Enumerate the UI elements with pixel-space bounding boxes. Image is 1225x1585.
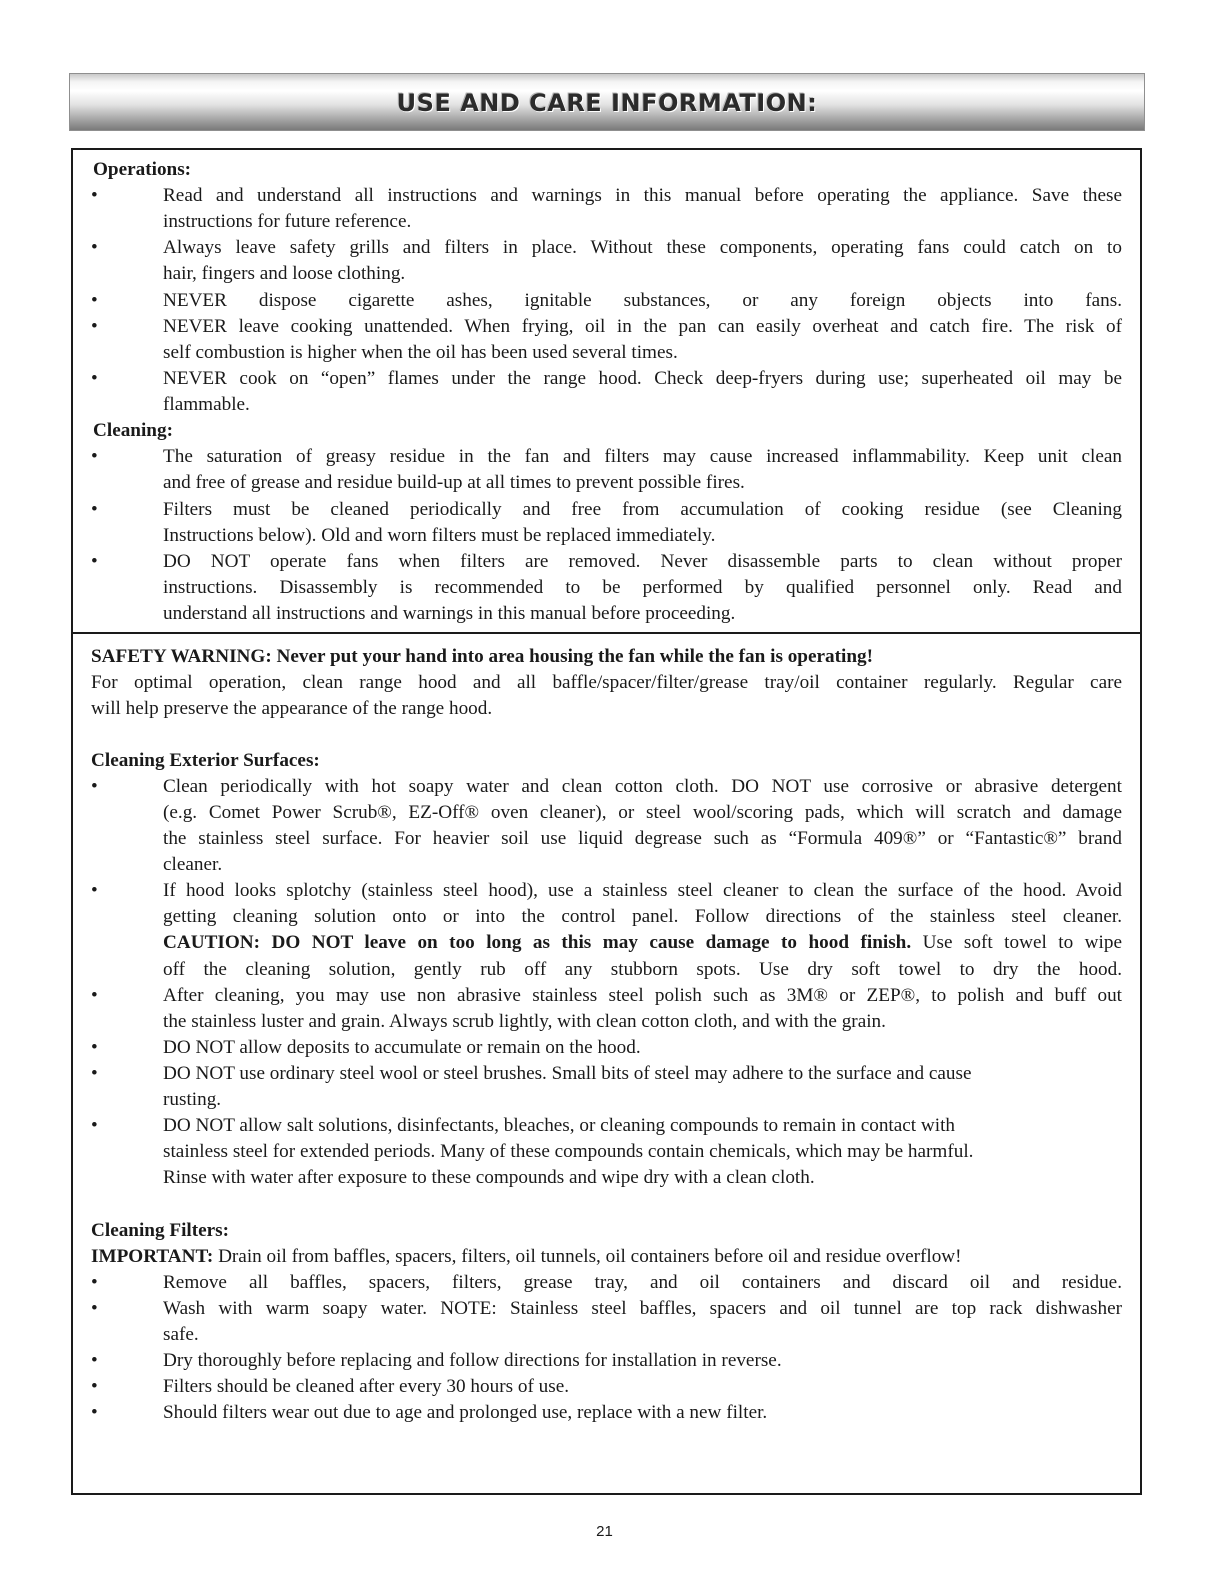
exterior-text: off the cleaning solution, gently rub off any stubborn spots. Use dry soft towel to dry the hood. [163,959,1122,980]
bullet: • [91,1115,98,1136]
operations-text: NEVER leave cooking unattended. When frying, oil in the pan can easily overheat and catch fire. The risk of [163,316,1122,337]
bullet: • [91,1350,98,1371]
operations-text: flammable. [163,394,250,415]
bullet: • [91,1063,98,1084]
exterior-text: Use soft towel to wipe [911,932,1122,953]
exterior-heading: Cleaning Exterior Surfaces: [91,750,320,771]
exterior-text: cleaner. [163,854,223,875]
bullet: • [91,1298,98,1319]
exterior-text: rusting. [163,1089,222,1110]
exterior-text: DO NOT use ordinary steel wool or steel brushes. Small bits of steel may adhere to the surface and cause [163,1063,972,1084]
exterior-text: If hood looks splotchy (stainless steel hood), use a stainless steel cleaner to clean the surface of the hood. Avoid [163,880,1122,901]
filters-text: Remove all baffles, spacers, filters, grease tray, and oil containers and discard oil and residue. [163,1272,1122,1293]
bullet: • [91,551,98,572]
exterior-caution-line [163,930,1122,956]
page-number: 21 [596,1523,613,1540]
bullet: • [91,499,98,520]
cleaning-text: understand all instructions and warnings in this manual before proceeding. [163,603,736,624]
exterior-text: Rinse with water after exposure to these compounds and wipe dry with a clean cloth. [163,1167,815,1188]
cleaning-text: DO NOT operate fans when filters are removed. Never disassemble parts to clean without proper [163,551,1122,572]
section-banner [69,73,1145,131]
exterior-text: the stainless steel surface. For heavier soil use liquid degrease such as “Formula 409®” or “Fantastic®” brand [163,828,1122,849]
bullet: • [91,880,98,901]
operations-text: self combustion is higher when the oil has been used several times. [163,342,678,363]
filters-text: safe. [163,1324,199,1345]
filters-text: Wash with warm soapy water. NOTE: Stainless steel baffles, spacers and oil tunnel are top rack dishwasher [163,1298,1122,1319]
exterior-text: DO NOT allow deposits to accumulate or remain on the hood. [163,1037,641,1058]
page-title: USE AND CARE INFORMATION: [396,89,818,117]
bullet: • [91,185,98,206]
important-text: Drain oil from baffles, spacers, filters, oil tunnels, oil containers before oil and residue overflow! [213,1246,962,1267]
cleaning-heading: Cleaning: [93,420,173,441]
bullet: • [91,1037,98,1058]
important-label: IMPORTANT: [91,1246,214,1267]
bullet: • [91,237,98,258]
safety-warning: SAFETY WARNING: Never put your hand into area housing the fan while the fan is operating! [91,646,873,667]
operations-text: instructions for future reference. [163,211,412,232]
cleaning-text: Instructions below). Old and worn filters must be replaced immediately. [163,525,716,546]
operations-text: Always leave safety grills and filters in place. Without these components, operating fans could catch on to [163,237,1122,258]
filters-heading: Cleaning Filters: [91,1220,230,1241]
exterior-text: After cleaning, you may use non abrasive stainless steel polish such as 3M® or ZEP®, to polish and buff out [163,985,1122,1006]
cleaning-text: and free of grease and residue build-up at all times to prevent possible fires. [163,472,745,493]
filters-text: Filters should be cleaned after every 30 hours of use. [163,1376,570,1397]
bullet: • [91,316,98,337]
cleaning-text: The saturation of greasy residue in the fan and filters may cause increased inflammability. Keep unit clean [163,446,1122,467]
safety-text: For optimal operation, clean range hood and all baffle/spacer/filter/grease tray/oil container regularly. Regular care [91,672,1122,693]
operations-text: NEVER dispose cigarette ashes, ignitable substances, or any foreign objects into fans. [163,290,1122,311]
bullet: • [91,1272,98,1293]
exterior-text: Clean periodically with hot soapy water and clean cotton cloth. DO NOT use corrosive or abrasive detergent [163,776,1122,797]
exterior-text: (e.g. Comet Power Scrub®, EZ-Off® oven cleaner), or steel wool/scoring pads, which will scratch and damage [163,802,1122,823]
operations-text: NEVER cook on “open” flames under the range hood. Check deep-fryers during use; superheated oil may be [163,368,1122,389]
caution-text: CAUTION: DO NOT leave on too long as this may cause damage to hood finish. [163,932,912,953]
operations-heading: Operations: [93,159,192,180]
bullet: • [91,776,98,797]
safety-text: will help preserve the appearance of the range hood. [91,698,493,719]
cleaning-text: Filters must be cleaned periodically and free from accumulation of cooking residue (see Cleaning [163,499,1122,520]
cleaning-text: instructions. Disassembly is recommended to be performed by qualified personnel only. Read and [163,577,1122,598]
bullet: • [91,290,98,311]
bullet: • [91,446,98,467]
exterior-text: stainless steel for extended periods. Many of these compounds contain chemicals, which may be harmful. [163,1141,974,1162]
filters-text: Should filters wear out due to age and prolonged use, replace with a new filter. [163,1402,768,1423]
operations-text: hair, fingers and loose clothing. [163,263,406,284]
exterior-text: DO NOT allow salt solutions, disinfectants, bleaches, or cleaning compounds to remain in contact with [163,1115,956,1136]
bullet: • [91,1402,98,1423]
important-line [91,1244,962,1270]
operations-text: Read and understand all instructions and warnings in this manual before operating the appliance. Save these [163,185,1122,206]
filters-text: Dry thoroughly before replacing and follow directions for installation in reverse. [163,1350,782,1371]
bullet: • [91,368,98,389]
bullet: • [91,1376,98,1397]
bullet: • [91,985,98,1006]
exterior-text: the stainless luster and grain. Always scrub lightly, with clean cotton cloth, and with the grain. [163,1011,886,1032]
exterior-text: getting cleaning solution onto or into the control panel. Follow directions of the stainless steel cleaner. [163,906,1122,927]
